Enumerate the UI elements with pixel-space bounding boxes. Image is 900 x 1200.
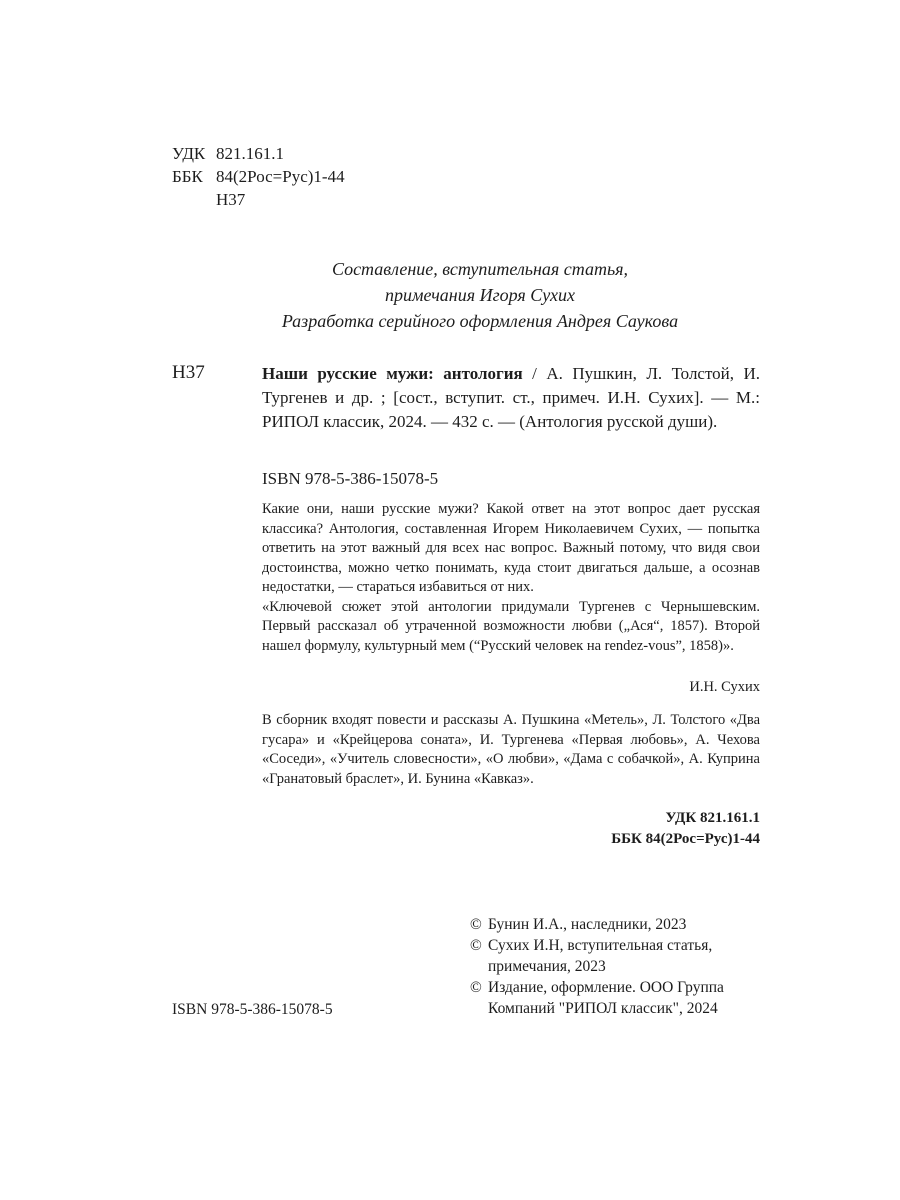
annotation (262, 500, 760, 656)
copyright-symbol: © (470, 916, 482, 933)
quote-signature: И.Н. Сухих (689, 679, 760, 695)
credits-line: Разработка серийного оформления Андрея Саукова (281, 311, 679, 331)
udk-label: УДК (172, 144, 206, 163)
contents-paragraph: В сборник входят повести и рассказы А. Пушкина «Метель», Л. Толстого «Два гусара» и «Крейцерова соната», И. Тургенева «Первая любовь», А. Чехова «Соседи», «Учитель словесности», «О любви», «Дама с собачкой», А. Куприна «Гранатовый браслет», И. Бунина «Кавказ». (262, 712, 760, 787)
isbn-bottom: ISBN 978-5-386-15078-5 (172, 1001, 333, 1018)
udk-row (172, 142, 345, 165)
bbk-label: ББК (172, 167, 203, 186)
copyright-text: Бунин И.А., наследники, 2023 (488, 916, 687, 933)
bibliographic-entry (262, 362, 760, 434)
quote-paragraph: «Ключевой сюжет этой антологии придумали Тургенев с Чернышевским. Первый рассказал об утраченной возможности любви („Ася“, 1857). Второй нашел формулу, культурный мем (“Русский человек на rendez-vous”, 1858)». (262, 598, 760, 654)
bbk-value: 84(2Рос=Рус)1-44 (216, 167, 345, 186)
copyright-block (470, 914, 770, 1019)
classification-block (172, 142, 345, 211)
author-mark-row (172, 188, 345, 211)
copyright-item (470, 935, 770, 977)
copyright-item (470, 914, 770, 935)
udk-code: УДК 821.161.1 (665, 810, 760, 826)
credits (240, 256, 720, 334)
bibliographic-details: / А. Пушкин, Л. Толстой, И. Тургенев и др. ; [сост., вступит. ст., примеч. И.Н. Сухих]. — М.: РИПОЛ классик, 2024. — 432 с. — (Антология русской души). (262, 364, 761, 431)
copyright-text: Сухих И.Н, вступительная статья, примечания, 2023 (488, 937, 713, 975)
contents-annotation (262, 711, 760, 789)
bbk-code: ББК 84(2Рос=Рус)1-44 (611, 831, 760, 847)
udk-value: 821.161.1 (216, 144, 284, 163)
copyright-item (470, 977, 770, 1019)
annotation-paragraph: Какие они, наши русские мужи? Какой ответ на этот вопрос дает русская классика? Антология, составленная Игорем Николаевичем Сухих, — попытка ответить на этот важный для всех нас вопрос. Важный потому, что видя свои достоинства, можно четко понимать, куда стоит двигаться дальше, а осознав недостатки, — стараться избавиться от них. (262, 501, 760, 595)
entry-author-mark: Н37 (172, 362, 205, 383)
entry-isbn: ISBN 978-5-386-15078-5 (262, 469, 439, 488)
copyright-symbol: © (470, 937, 482, 954)
book-title: Наши русские мужи: антология (262, 364, 523, 383)
copyright-symbol: © (470, 979, 482, 996)
copyright-text: Издание, оформление. ООО Группа Компаний "РИПОЛ классик", 2024 (488, 979, 724, 1017)
bbk-row (172, 165, 345, 188)
classification-codes (520, 808, 760, 850)
author-mark-code: Н37 (216, 190, 246, 209)
credits-line: Составление, вступительная статья, (331, 259, 629, 279)
credits-line: примечания Игоря Сухих (384, 285, 575, 305)
